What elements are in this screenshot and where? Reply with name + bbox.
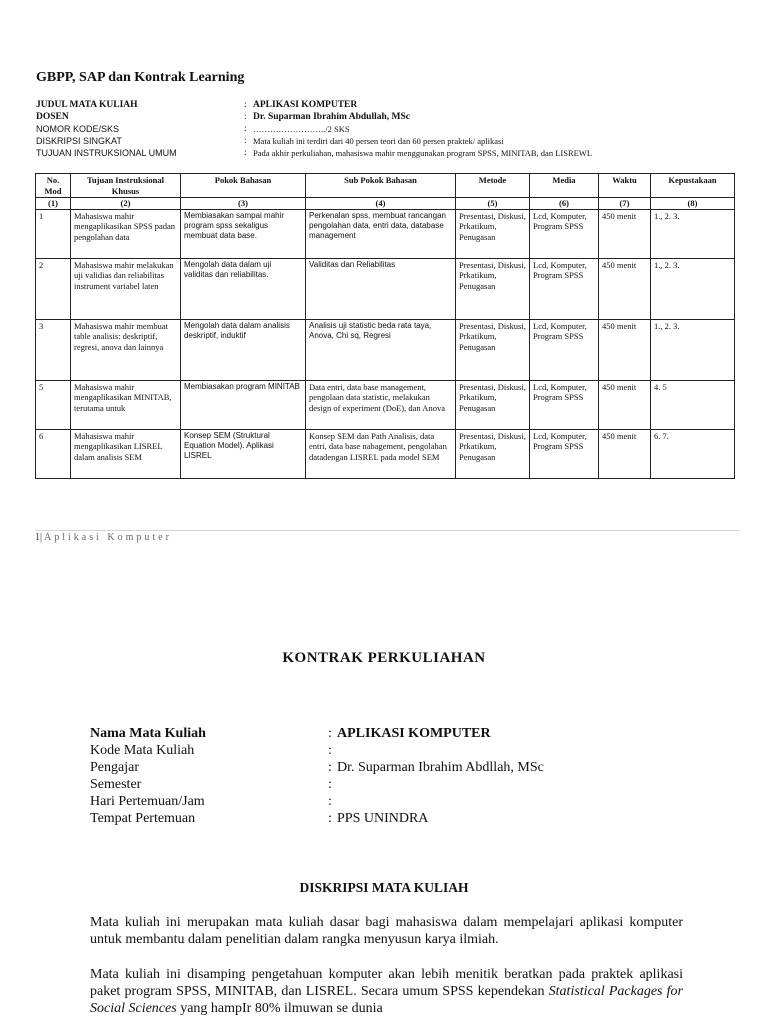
cell-media: Lcd, Komputer, Program SPSS <box>530 380 599 429</box>
cell-pustaka: 4. 5 <box>651 380 735 429</box>
meta-row-description <box>36 135 592 147</box>
page-footer <box>35 532 172 543</box>
info-label: Nama Mata Kuliah <box>90 726 206 741</box>
info-value: Dr. Suparman Ibrahim Abdllah, MSc <box>337 760 544 775</box>
info-row-lecturer <box>90 759 544 776</box>
meta-value: Pada akhir perkuliahan, mahasiswa mahir menggunakan program SPSS, MINITAB, dan LISREWL <box>253 148 593 158</box>
info-colon: : <box>328 760 332 775</box>
deskripsi-paragraph-2 <box>90 966 683 1017</box>
cell-pokok: Mengolah data dalam analisis deskriptif, induktif <box>181 319 306 380</box>
info-label: Hari Pertemuan/Jam <box>90 794 205 809</box>
cell-tujuan: Mahasiswa mahir melakukan uji validias dan reliabilitas instrument variabel laten <box>71 258 181 319</box>
footer-separator: | <box>40 532 43 543</box>
header-metode: Metode <box>456 174 530 198</box>
meta-label: JUDUL MATA KULIAH <box>36 100 138 110</box>
table-row <box>36 319 735 380</box>
header-waktu: Waktu <box>599 174 651 198</box>
kontrak-title: KONTRAK PERKULIAHAN <box>282 650 486 666</box>
kontrak-info <box>90 725 544 827</box>
footer-page-number: 1 <box>35 532 40 543</box>
cell-no: 5 <box>36 380 71 429</box>
info-label: Tempat Pertemuan <box>90 811 196 826</box>
column-number: (2) <box>71 198 181 210</box>
paragraph-emphasis: Statistical Packages for Social Sciences <box>90 984 684 1016</box>
meta-value: Mata kuliah ini terdiri dari 40 persen teori dan 60 persen praktek/ aplikasi <box>253 136 504 146</box>
cell-waktu: 450 menit <box>599 380 651 429</box>
meta-colon: : <box>244 124 247 134</box>
sap-table <box>35 173 735 479</box>
cell-tujuan: Mahasiswa mahir mengaplikasikan LISREL dalam analisis SEM <box>71 429 181 478</box>
meta-row-course-title <box>36 99 592 111</box>
info-colon: : <box>328 726 332 741</box>
column-number: (7) <box>599 198 651 210</box>
cell-metode: Presentasi, Diskusi, Prkatikum, Penugasan <box>456 209 530 258</box>
table-header-row <box>36 174 735 198</box>
table-row <box>36 380 735 429</box>
cell-tujuan: Mahasiswa mahir membuat table analisis: deskriptif, regresi, anova dan lainnya <box>71 319 181 380</box>
info-colon: : <box>328 743 332 758</box>
info-colon: : <box>328 794 332 809</box>
meta-value: Dr. Suparman Ibrahim Abdullah, MSc <box>253 112 410 122</box>
cell-pustaka: 6. 7. <box>651 429 735 478</box>
info-row-course-code <box>90 742 544 759</box>
course-meta <box>36 99 592 159</box>
cell-media: Lcd, Komputer, Program SPSS <box>530 429 599 478</box>
cell-waktu: 450 menit <box>599 209 651 258</box>
cell-sub: Validitas dan Reliabilitas <box>306 258 456 319</box>
cell-tujuan: Mahasiswa mahir mengaplikasikan SPSS padan pengolahan data <box>71 209 181 258</box>
cell-pustaka: 1., 2. 3. <box>651 258 735 319</box>
column-number: (3) <box>181 198 306 210</box>
info-row-venue <box>90 810 544 827</box>
meta-row-objective <box>36 147 592 159</box>
deskripsi-paragraph-1: Mata kuliah ini merupakan mata kuliah dasar bagi mahasiswa dalam mempelajari aplikasi komputer untuk membantu dalam penelitian dalam rangka menyusun karya ilmiah. <box>90 915 683 947</box>
cell-tujuan: Mahasiswa mahir mengaplikasikan MINITAB, terutama untuk <box>71 380 181 429</box>
info-row-course-name <box>90 725 544 742</box>
page-divider <box>35 530 740 531</box>
table-number-row <box>36 198 735 210</box>
info-label: Semester <box>90 777 142 792</box>
column-number: (1) <box>36 198 71 210</box>
info-colon: : <box>328 777 332 792</box>
meta-colon: : <box>244 148 247 158</box>
cell-sub: Data entri, data base management, pengolaan data statistic, melakukan design of experiment (DoE), dan Anova <box>306 380 456 429</box>
cell-metode: Presentasi, Diskusi, Prkatikum, Penugasan <box>456 380 530 429</box>
cell-metode: Presentasi, Diskusi, Prkatikum, Penugasan <box>456 319 530 380</box>
cell-sub: Perkenalan spss, membuat rancangan pengolahan data, entri data, database management <box>306 209 456 258</box>
meta-colon: : <box>244 100 247 110</box>
info-row-schedule <box>90 793 544 810</box>
info-row-semester <box>90 776 544 793</box>
cell-waktu: 450 menit <box>599 258 651 319</box>
cell-media: Lcd, Komputer, Program SPSS <box>530 258 599 319</box>
document-title: GBPP, SAP dan Kontrak Learning <box>36 70 245 85</box>
header-pustaka: Kepustakaan <box>651 174 735 198</box>
footer-text: Aplikasi Komputer <box>44 532 172 543</box>
header-tujuan: Tujuan Instruksional Khusus <box>71 174 181 198</box>
cell-no: 2 <box>36 258 71 319</box>
column-number: (8) <box>651 198 735 210</box>
paragraph-text: yang hampIr 80% ilmuwan se dunia <box>176 1001 383 1016</box>
header-no: No. Mod <box>36 174 71 198</box>
meta-value: APLIKASI KOMPUTER <box>253 100 358 110</box>
info-value: PPS UNINDRA <box>337 811 429 826</box>
cell-metode: Presentasi, Diskusi, Prkatikum, Penugasan <box>456 258 530 319</box>
info-label: Pengajar <box>90 760 139 775</box>
cell-pustaka: 1., 2. 3. <box>651 209 735 258</box>
info-colon: : <box>328 811 332 826</box>
header-media: Media <box>530 174 599 198</box>
column-number: (6) <box>530 198 599 210</box>
cell-sub: Konsep SEM dan Path Analisis, data entri, data base nabagement, pengolahan datadengan LISREL pada model SEM <box>306 429 456 478</box>
header-pokok: Pokok Bahasan <box>181 174 306 198</box>
meta-label: DISKRIPSI SINGKAT <box>36 136 122 146</box>
cell-pustaka: 1., 2. 3. <box>651 319 735 380</box>
meta-label: NOMOR KODE/SKS <box>36 124 120 134</box>
deskripsi-title: DISKRIPSI MATA KULIAH <box>299 880 469 895</box>
meta-row-code <box>36 123 592 135</box>
meta-colon: : <box>244 136 247 146</box>
cell-pokok: Konsep SEM (Struktural Equation Model). Aplikasi LISREL <box>181 429 306 478</box>
paragraph-text: Mata kuliah ini disamping pengetahuan komputer akan lebih menitik beratkan pada praktek aplikasi paket program SPSS, MINITAB, dan LISREL. Secara umum SPSS kependekan <box>90 967 683 999</box>
cell-no: 3 <box>36 319 71 380</box>
cell-media: Lcd, Komputer, Program SPSS <box>530 319 599 380</box>
cell-metode: Presentasi, Diskusi, Prkatikum, Penugasan <box>456 429 530 478</box>
cell-waktu: 450 menit <box>599 319 651 380</box>
meta-label: TUJUAN INSTRUKSIONAL UMUM <box>36 148 177 158</box>
meta-colon: : <box>244 112 247 122</box>
cell-media: Lcd, Komputer, Program SPSS <box>530 209 599 258</box>
table-row <box>36 429 735 478</box>
header-sub: Sub Pokok Bahasan <box>306 174 456 198</box>
info-value: APLIKASI KOMPUTER <box>337 726 491 741</box>
cell-waktu: 450 menit <box>599 429 651 478</box>
column-number: (5) <box>456 198 530 210</box>
column-number: (4) <box>306 198 456 210</box>
cell-sub: Analisis uji statistic beda rata taya, Anova, Chi sq, Regresi <box>306 319 456 380</box>
meta-value: ……………………../2 SKS <box>253 124 350 134</box>
cell-pokok: Membiasakan program MINITAB <box>181 380 306 429</box>
cell-pokok: Mengolah data dalam uji validitas dan reliabilitas. <box>181 258 306 319</box>
cell-pokok: Membiasakan sampai mahir program spss sekaligus membuat data base. <box>181 209 306 258</box>
table-row <box>36 209 735 258</box>
cell-no: 6 <box>36 429 71 478</box>
table-row <box>36 258 735 319</box>
info-label: Kode Mata Kuliah <box>90 743 195 758</box>
meta-row-lecturer <box>36 111 592 123</box>
cell-no: 1 <box>36 209 71 258</box>
meta-label: DOSEN <box>36 112 69 122</box>
